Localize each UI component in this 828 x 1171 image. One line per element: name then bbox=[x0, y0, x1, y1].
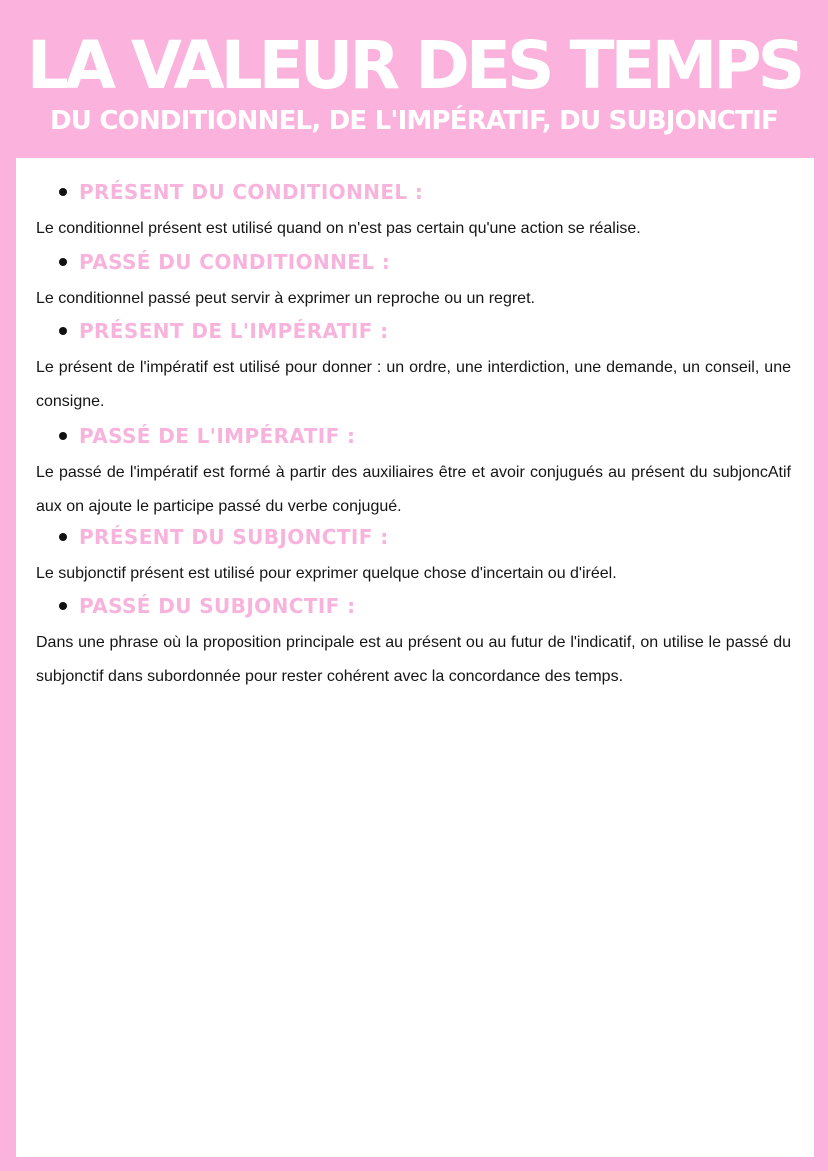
section-heading bbox=[16, 590, 776, 622]
bullet-icon bbox=[59, 327, 67, 335]
section-heading bbox=[16, 176, 776, 208]
page-header bbox=[0, 0, 828, 158]
bullet-icon bbox=[59, 258, 67, 266]
bullet-icon bbox=[59, 602, 67, 610]
page-subtitle: DU CONDITIONNEL, DE L'IMPÉRATIF, DU SUBJONCTIF bbox=[50, 106, 778, 136]
section-body: Le conditionnel passé peut servir à exprimer un reproche ou un regret. bbox=[36, 290, 535, 307]
section-heading bbox=[16, 246, 776, 278]
section-heading bbox=[16, 420, 776, 452]
section-heading bbox=[16, 315, 776, 347]
bullet-icon bbox=[59, 533, 67, 541]
section-heading-text: PRÉSENT DE L'IMPÉRATIF : bbox=[79, 319, 389, 343]
section-heading-text: PASSÉ DE L'IMPÉRATIF : bbox=[79, 424, 356, 448]
section-heading bbox=[16, 521, 776, 553]
section-body: Le conditionnel présent est utilisé quand on n'est pas certain qu'une action se réalise. bbox=[36, 220, 641, 237]
bullet-icon bbox=[59, 432, 67, 440]
section-heading-text: PASSÉ DU CONDITIONNEL : bbox=[79, 250, 391, 274]
bullet-icon bbox=[59, 188, 67, 196]
page-title: LA VALEUR DES TEMPS bbox=[26, 27, 802, 104]
section-heading-text: PRÉSENT DU CONDITIONNEL : bbox=[79, 180, 424, 204]
section-body: Le présent de l'impératif est utilisé pour donner : un ordre, une interdiction, une demande, un conseil, une consigne. bbox=[36, 359, 791, 410]
section-body: Le passé de l'impératif est formé à partir des auxiliaires être et avoir conjugués au présent du subjoncAtif aux on ajoute le participe passé du verbe conjugué. bbox=[36, 464, 791, 515]
section-heading-text: PRÉSENT DU SUBJONCTIF : bbox=[79, 525, 389, 549]
section-body: Dans une phrase où la proposition principale est au présent ou au futur de l'indicatif, on utilise le passé du subjonctif dans subordonnée pour rester cohérent avec la concordance des temps. bbox=[36, 634, 791, 685]
section-heading-text: PASSÉ DU SUBJONCTIF : bbox=[79, 594, 356, 618]
section-body: Le subjonctif présent est utilisé pour exprimer quelque chose d'incertain ou d'iréel. bbox=[36, 565, 617, 582]
content-card bbox=[16, 158, 814, 1157]
